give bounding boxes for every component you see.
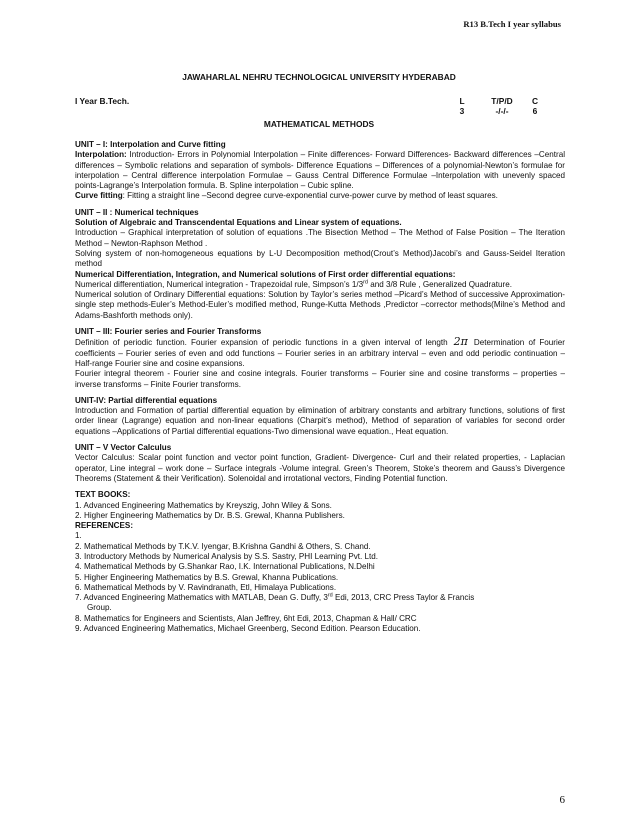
interpolation-heading: Interpolation: [75, 150, 127, 160]
reference-item: 1. [75, 531, 82, 541]
reference-item: 6. Mathematical Methods by V. Ravindranath, Etl, Himalaya Publications. [75, 582, 337, 592]
reference-item: 8. Mathematics for Engineers and Scientists, Alan Jeffrey, 6ht Edi, 2013, Chapman & Hall/ CRC [75, 613, 417, 623]
unit-2-title: UNIT – II : Numerical techniques [75, 207, 199, 217]
curve-fitting-heading: Curve fitting [75, 191, 123, 201]
reference-7-a: 7. Advanced Engineering Mathematics with MATLAB, Dean G. Duffy, 3 [75, 593, 328, 603]
year-row [75, 96, 566, 118]
reference-item: 4. Mathematical Methods by G.Shankar Rao, I.K. International Publications, N.Delhi [75, 562, 375, 572]
unit-3-title: UNIT – III: Fourier series and Fourier Transforms [75, 327, 262, 337]
references-heading: REFERENCES: [75, 521, 134, 531]
unit-3-para-2: Fourier integral theorem - Fourier sine and cosine integrals. Fourier transforms – Fourier sine and cosine transforms – properties – inverse transforms – Finite Fourier transforms. [75, 369, 565, 389]
textbooks-section [75, 490, 565, 634]
reference-item: 9. Advanced Engineering Mathematics, Michael Greenberg, Second Edition. Pearson Education. [75, 624, 421, 634]
textbook-item: 2. Higher Engineering Mathematics by Dr. B.S. Grewal, Khanna Publishers. [75, 510, 345, 520]
unit-2-para-3-a: Numerical differentiation, Numerical integration - Trapezoidal rule, Simpson’s 1/3 [75, 279, 364, 289]
running-header: R13 B.Tech I year syllabus [463, 19, 561, 29]
reference-item-continuation: Group. [87, 603, 112, 613]
unit-3-para-1-b: Determination of Fourier coefficients – Fourier series of even and odd functions – Fourier series in an arbitrary interval – even and odd periodic continuation – Half-range Fourier sine and cosine expansions. [75, 338, 565, 368]
unit-1-interpolation [75, 150, 565, 191]
unit-1-curve-fitting [75, 191, 565, 201]
unit-3-para-1 [75, 337, 565, 369]
syllabus-body [75, 140, 565, 634]
col-l-head: L [459, 96, 465, 106]
textbooks-heading: TEXT BOOKS: [75, 490, 131, 500]
unit-2-para-3 [75, 280, 565, 290]
curve-fitting-text: : Fitting a straight line –Second degree curve-exponential curve-power curve by method of least squares. [122, 191, 498, 201]
unit-2-para-3-sup: rd [363, 279, 368, 286]
reference-item: 5. Higher Engineering Mathematics by B.S. Grewal, Khanna Publications. [75, 572, 339, 582]
unit-3-para-1-a: Definition of periodic function. Fourier expansion of periodic functions in a given interval of length [75, 338, 448, 348]
unit-5-title: UNIT – V Vector Calculus [75, 443, 172, 453]
subject-title: MATHEMATICAL METHODS [263, 119, 375, 129]
unit-5 [75, 443, 565, 484]
col-tpd-val: -/-/- [495, 106, 509, 117]
col-c [520, 96, 550, 117]
unit-2-para-2: Solving system of non-homogeneous equations by L-U Decomposition method(Crout’s Method)Jacobi’s and Gauss-Seidel Iteration method [75, 248, 565, 269]
two-pi-symbol: 2π [453, 335, 468, 349]
interpolation-text: Introduction- Errors in Polynomial Interpolation – Finite differences- Forward Differences- Backward differences –Central differences – Symbolic relations and separation of symbols- Difference Equations – Differences of a polynomial-Newton’s formulae for interpolation – Central difference interpolation Formulae – Gauss Central Difference Formulae –Interpolation with unevenly spaced points-Lagrange’s Interpolation formula. B. Spline interpolation – Cubic spline. [75, 150, 565, 191]
page-number: 6 [559, 794, 565, 806]
col-c-head: C [531, 96, 539, 106]
unit-1-title: UNIT – I: Interpolation and Curve fitting [75, 140, 226, 149]
unit-1 [75, 140, 565, 202]
reference-7-sup: rd [327, 592, 333, 599]
reference-item [75, 593, 565, 603]
unit-2-para-4: Numerical solution of Ordinary Differential equations: Solution by Taylor’s series method –Picard’s Method of successive Approximation- single step methods-Euler’s Method-Euler’s modified method, Runge-Kutta Methods ,Predictor –corrector methods(Milne’s Method and Adams-Bashforth methods only). [75, 290, 565, 320]
col-tpd-head: T/P/D [491, 96, 513, 106]
textbook-item: 1. Advanced Engineering Mathematics by Kreyszig, John Wiley & Sons. [75, 500, 332, 510]
col-c-val: 6 [532, 106, 538, 117]
unit-3 [75, 327, 565, 390]
unit-2-subheading-1: Solution of Algebraic and Transcendental Equations and Linear system of equations. [75, 218, 402, 228]
reference-item: 2. Mathematical Methods by T.K.V. Iyengar, B.Krishna Gandhi & Others, S. Chand. [75, 541, 371, 551]
university-title: JAWAHARLAL NEHRU TECHNOLOGICAL UNIVERSITY HYDERABAD [182, 72, 456, 82]
reference-7-b: Edi, 2013, CRC Press Taylor & Francis [332, 593, 475, 603]
unit-4-title: UNIT-IV: Partial differential equations [75, 395, 218, 405]
col-tpd [487, 96, 517, 117]
unit-2-subheading-2: Numerical Differentiation, Integration, and Numerical solutions of First order differential equations: [75, 269, 456, 279]
unit-4-para-1: Introduction and Formation of partial differential equation by elimination of arbitrary constants and arbitrary functions, solutions of first order linear (Lagrange) equation and non-linear equations (Charpit’s method), Method of separation of variables for second order equations –Applications of Partial differential equations-Two dimensional wave equation., Heat equation. [75, 406, 565, 436]
unit-2-para-1: Introduction – Graphical interpretation of solution of equations .The Bisection Method – The Method of False Position – The Iteration Method – Newton-Raphson Method . [75, 228, 565, 248]
unit-4 [75, 396, 565, 437]
year-label: I Year B.Tech. [75, 96, 130, 106]
unit-2-para-3-b: and 3/8 Rule , Generalized Quadrature. [367, 279, 512, 289]
col-l-val: 3 [459, 106, 465, 117]
unit-5-para-1: Vector Calculus: Scalar point function and vector point function, Gradient- Divergence- Curl and their related properties, - Laplacian operator, Line integral – work done – Surface integrals -Volume integral. Green’s Theorem, Stoke’s theorem and Gauss’s Divergence Theorems (Statement & their Verification). Solenoidal and irrotational vectors, Finding Potential function. [75, 453, 565, 483]
reference-item: 3. Introductory Methods by Numerical Analysis by S.S. Sastry, PHI Learning Pvt. Ltd. [75, 551, 379, 561]
col-l [447, 96, 477, 117]
unit-2 [75, 208, 565, 321]
